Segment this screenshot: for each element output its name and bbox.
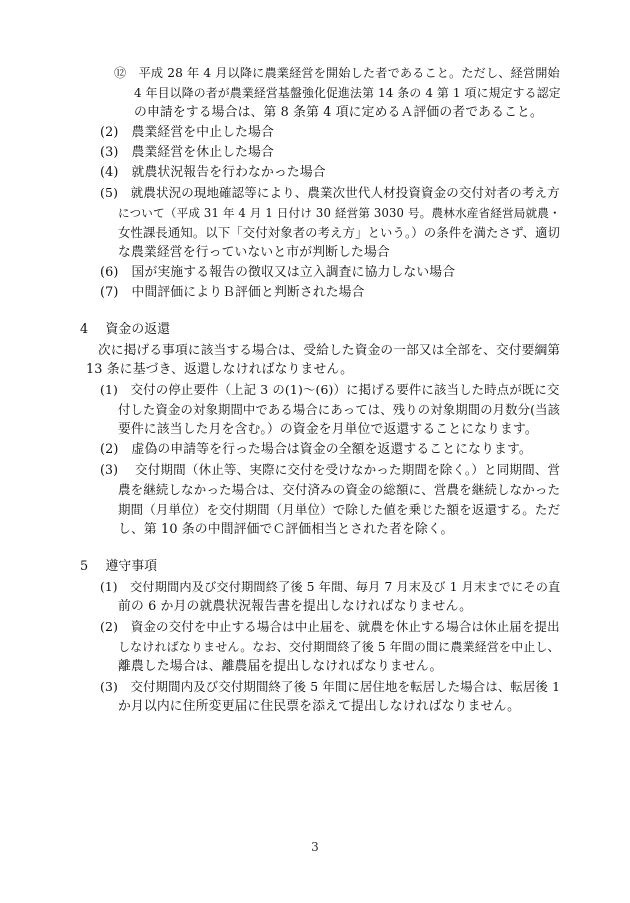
section-5-item-1-line-2: 前の 6 か月の就農状況報告書を提出しなければなりません。 <box>118 599 473 614</box>
page-number: 3 <box>311 840 319 854</box>
stop-item-7: (7) 中間評価によりＢ評価と判断された場合 <box>100 285 365 300</box>
section-4-item-1-line-1: (1) 交付の停止要件（上記 3 の(1)～(6)）に掲げる要件に該当した時点が既に交 <box>100 382 560 397</box>
section-5-item-3-line-1: (3) 交付期間内及び交付期間終了後 5 年間に居住地を転居した場合は、転居後 1 <box>100 679 561 694</box>
stop-item-3: (3) 農業経営を休止した場合 <box>100 145 274 160</box>
section-4-item-1-line-3: 要件に該当した月を含む。）の資金を月単位で返還することになります。 <box>118 422 538 437</box>
section-5-heading: 5 遵守事項 <box>80 559 158 574</box>
section-4-intro-line-2: 13 条に基づき、返還しなければなりません。 <box>86 362 354 377</box>
stop-item-2: (2) 農業経営を中止した場合 <box>100 125 274 140</box>
section-5-item-1-line-1: (1) 交付期間内及び交付期間終了後 5 年間、毎月 7 月末及び 1 月末までにその直 <box>100 580 561 594</box>
item12-line-1: ⑫ 平成 28 年 4 月以降に農業経営を開始した者であること。ただし、経営開始 <box>114 66 560 80</box>
section-4-item-1-line-2: 付した資金の対象期間中である場合にあっては、残りの対象期間の月数分(当該 <box>118 403 561 417</box>
section-5-item-2-line-2: しなければなりません。なお、交付期間終了後 5 年間の間に農業経営を中止し、 <box>118 640 560 654</box>
stop-item-4: (4) 就農状況報告を行わなかった場合 <box>100 165 326 180</box>
item12-line-3: の申請をする場合は、第 8 条第 4 項に定めるＡ評価の者であること。 <box>134 105 543 120</box>
section-5-item-2-line-1: (2) 資金の交付を中止する場合は中止届を、就農を休止する場合は休止届を提出 <box>100 619 560 634</box>
section-4-item-3-line-4: し、第 10 条の中間評価でＣ評価相当とされた者を除く。 <box>118 522 454 537</box>
section-4-heading: 4 資金の返還 <box>80 322 171 337</box>
stop-item-5-line-4: な農業経営を行っていないと市が判断した場合 <box>118 245 390 260</box>
section-4-item-3-line-2: 農を継続しなかった場合は、交付済みの資金の総額に、営農を継続しなかった <box>118 482 561 497</box>
section-4-intro-line-1: 次に掲げる事項に該当する場合は、受給した資金の一部又は全部を、交付要綱第 <box>98 342 561 357</box>
section-5-item-2-line-3: 離農した場合は、離農届を提出しなければなりません。 <box>118 659 443 674</box>
section-4-item-3-line-3: 期間（月単位）を交付期間（月単位）で除した値を乗じた額を返還する。ただ <box>118 502 561 517</box>
stop-item-5-line-2: について（平成 31 年 4 月 1 日付け 30 経営第 3030 号。農林水産省経営局就農・ <box>118 206 561 220</box>
stop-item-6: (6) 国が実施する報告の徴収又は立入調査に協力しない場合 <box>100 265 456 280</box>
section-5-item-3-line-2: か月以内に住所変更届に住民票を添えて提出しなければなりません。 <box>118 699 521 714</box>
stop-item-5-line-3: 女性課長通知。以下「交付対象者の考え方」という。）の条件を満たさず、適切 <box>118 226 561 240</box>
section-4-item-3-line-1: (3) 交付期間（休止等、実際に交付を受けなかった期間を除く。）と同期間、営 <box>100 462 561 477</box>
stop-item-5-line-1: (5) 就農状況の現地確認等により、農業次世代人材投資資金の交付対者の考え方 <box>100 185 560 200</box>
section-4-item-2: (2) 虚偽の申請等を行った場合は資金の全額を返還することになります。 <box>100 442 532 457</box>
item12-line-2: 4 年目以降の者が農業経営基盤強化促進法第 14 条の 4 第 1 項に規定する認定 <box>134 86 561 100</box>
